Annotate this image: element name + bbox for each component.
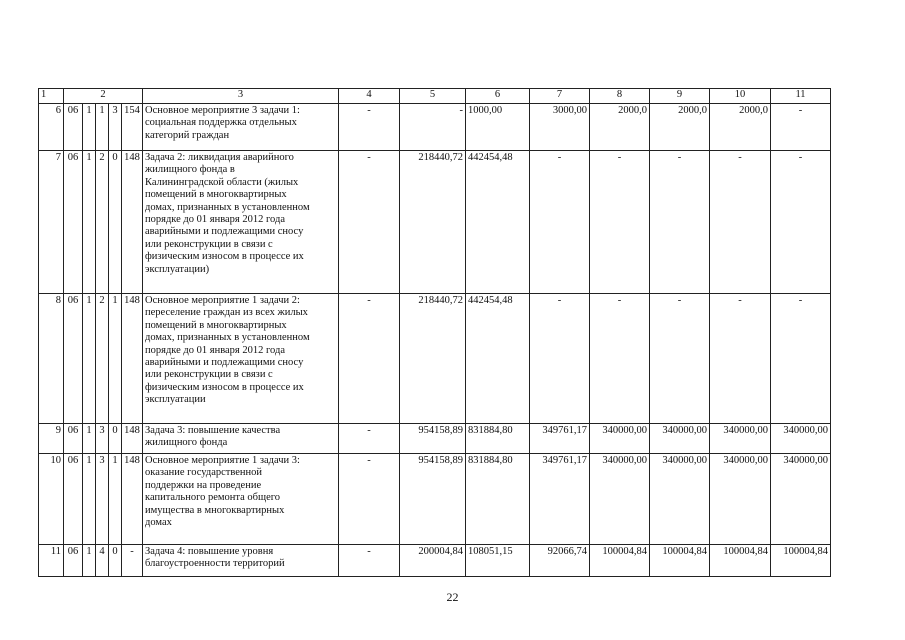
- header-cell-11: 11: [771, 89, 831, 104]
- cell-v5: 954158,89: [400, 454, 466, 545]
- cell-c2: 1: [83, 545, 96, 577]
- cell-v6: 1000,00: [466, 104, 530, 151]
- cell-v4: -: [339, 151, 400, 294]
- cell-v8: 340000,00: [590, 454, 650, 545]
- cell-v8: -: [590, 294, 650, 424]
- header-cell-3: 3: [143, 89, 339, 104]
- cell-v9: 2000,0: [650, 104, 710, 151]
- cell-v9: -: [650, 151, 710, 294]
- cell-c3: 2: [96, 294, 109, 424]
- cell-c5: 148: [122, 454, 143, 545]
- header-cell-6: 6: [466, 89, 530, 104]
- cell-n: 11: [39, 545, 64, 577]
- cell-c1: 06: [64, 454, 83, 545]
- cell-n: 10: [39, 454, 64, 545]
- cell-v6: 442454,48: [466, 294, 530, 424]
- cell-c1: 06: [64, 424, 83, 454]
- cell-n: 9: [39, 424, 64, 454]
- cell-v9: 340000,00: [650, 454, 710, 545]
- cell-v7: 92066,74: [530, 545, 590, 577]
- cell-c2: 1: [83, 424, 96, 454]
- cell-c5: 154: [122, 104, 143, 151]
- cell-name: Основное мероприятие 3 задачи 1: социальная поддержка отдельных категорий граждан: [143, 104, 339, 151]
- cell-v5: 218440,72: [400, 294, 466, 424]
- cell-v10: 340000,00: [710, 454, 771, 545]
- header-cell-1: 1: [39, 89, 64, 104]
- header-cell-5: 5: [400, 89, 466, 104]
- cell-v4: -: [339, 545, 400, 577]
- cell-name: Основное мероприятие 1 задачи 3: оказание государственной поддержки на проведение капитального ремонта общего имущества в многоквартирных домах: [143, 454, 339, 545]
- cell-v10: 100004,84: [710, 545, 771, 577]
- cell-v10: -: [710, 294, 771, 424]
- table-row: [39, 104, 831, 151]
- table-row: [39, 424, 831, 454]
- cell-c1: 06: [64, 151, 83, 294]
- header-cell-7: 7: [530, 89, 590, 104]
- cell-c2: 1: [83, 294, 96, 424]
- cell-c3: 3: [96, 424, 109, 454]
- cell-c1: 06: [64, 294, 83, 424]
- cell-v10: 2000,0: [710, 104, 771, 151]
- table-row: [39, 545, 831, 577]
- cell-v11: -: [771, 151, 831, 294]
- cell-c3: 1: [96, 104, 109, 151]
- cell-name: Задача 3: повышение качества жилищного фонда: [143, 424, 339, 454]
- cell-c3: 2: [96, 151, 109, 294]
- cell-v7: -: [530, 151, 590, 294]
- header-cell-8: 8: [590, 89, 650, 104]
- cell-v11: 100004,84: [771, 545, 831, 577]
- table-row: [39, 151, 831, 294]
- cell-name: Задача 2: ликвидация аварийного жилищного фонда в Калининградской области (жилых помещений в многоквартирных домах, признанных в установленном порядке до 01 января 2012 года аварийными и подлежащими сносу или реконструкции в связи с физическим износом в процессе их эксплуатации): [143, 151, 339, 294]
- cell-v8: 2000,0: [590, 104, 650, 151]
- cell-v5: 218440,72: [400, 151, 466, 294]
- cell-c5: -: [122, 545, 143, 577]
- cell-v7: 349761,17: [530, 424, 590, 454]
- cell-c3: 3: [96, 454, 109, 545]
- cell-v6: 831884,80: [466, 454, 530, 545]
- cell-v11: -: [771, 104, 831, 151]
- header-cell-4: 4: [339, 89, 400, 104]
- cell-c1: 06: [64, 545, 83, 577]
- cell-v11: -: [771, 294, 831, 424]
- cell-v7: -: [530, 294, 590, 424]
- header-cell-2: 2: [64, 89, 143, 104]
- cell-v5: -: [400, 104, 466, 151]
- header-row: [39, 89, 831, 104]
- header-cell-9: 9: [650, 89, 710, 104]
- cell-v9: 340000,00: [650, 424, 710, 454]
- cell-v7: 349761,17: [530, 454, 590, 545]
- cell-v10: -: [710, 151, 771, 294]
- cell-c1: 06: [64, 104, 83, 151]
- cell-c4: 1: [109, 454, 122, 545]
- cell-c4: 0: [109, 424, 122, 454]
- cell-v4: -: [339, 294, 400, 424]
- cell-name: Основное мероприятие 1 задачи 2: переселение граждан из всех жилых помещений в многоквартирных домах, признанных в установленном порядке до 01 января 2012 года аварийными и подлежащими сносу или реконструкции в связи с физическим износом в процессе их эксплуатации: [143, 294, 339, 424]
- table-row: [39, 454, 831, 545]
- cell-name: Задача 4: повышение уровня благоустроенности территорий: [143, 545, 339, 577]
- cell-c4: 3: [109, 104, 122, 151]
- table-body: [39, 104, 831, 577]
- cell-c4: 0: [109, 151, 122, 294]
- cell-v4: -: [339, 424, 400, 454]
- cell-c5: 148: [122, 151, 143, 294]
- cell-c4: 0: [109, 545, 122, 577]
- cell-v5: 954158,89: [400, 424, 466, 454]
- cell-v7: 3000,00: [530, 104, 590, 151]
- cell-v8: 340000,00: [590, 424, 650, 454]
- cell-n: 6: [39, 104, 64, 151]
- cell-c2: 1: [83, 454, 96, 545]
- page-number: 22: [446, 590, 459, 604]
- cell-c4: 1: [109, 294, 122, 424]
- cell-v9: -: [650, 294, 710, 424]
- program-table: [38, 88, 831, 577]
- cell-c3: 4: [96, 545, 109, 577]
- cell-c5: 148: [122, 424, 143, 454]
- cell-v5: 200004,84: [400, 545, 466, 577]
- cell-c5: 148: [122, 294, 143, 424]
- cell-v6: 831884,80: [466, 424, 530, 454]
- cell-n: 7: [39, 151, 64, 294]
- header-cell-10: 10: [710, 89, 771, 104]
- cell-v6: 108051,15: [466, 545, 530, 577]
- cell-v8: -: [590, 151, 650, 294]
- cell-v8: 100004,84: [590, 545, 650, 577]
- cell-v4: -: [339, 104, 400, 151]
- cell-n: 8: [39, 294, 64, 424]
- cell-v11: 340000,00: [771, 454, 831, 545]
- cell-c2: 1: [83, 104, 96, 151]
- cell-v11: 340000,00: [771, 424, 831, 454]
- table-row: [39, 294, 831, 424]
- cell-v6: 442454,48: [466, 151, 530, 294]
- cell-v9: 100004,84: [650, 545, 710, 577]
- cell-c2: 1: [83, 151, 96, 294]
- cell-v4: -: [339, 454, 400, 545]
- cell-v10: 340000,00: [710, 424, 771, 454]
